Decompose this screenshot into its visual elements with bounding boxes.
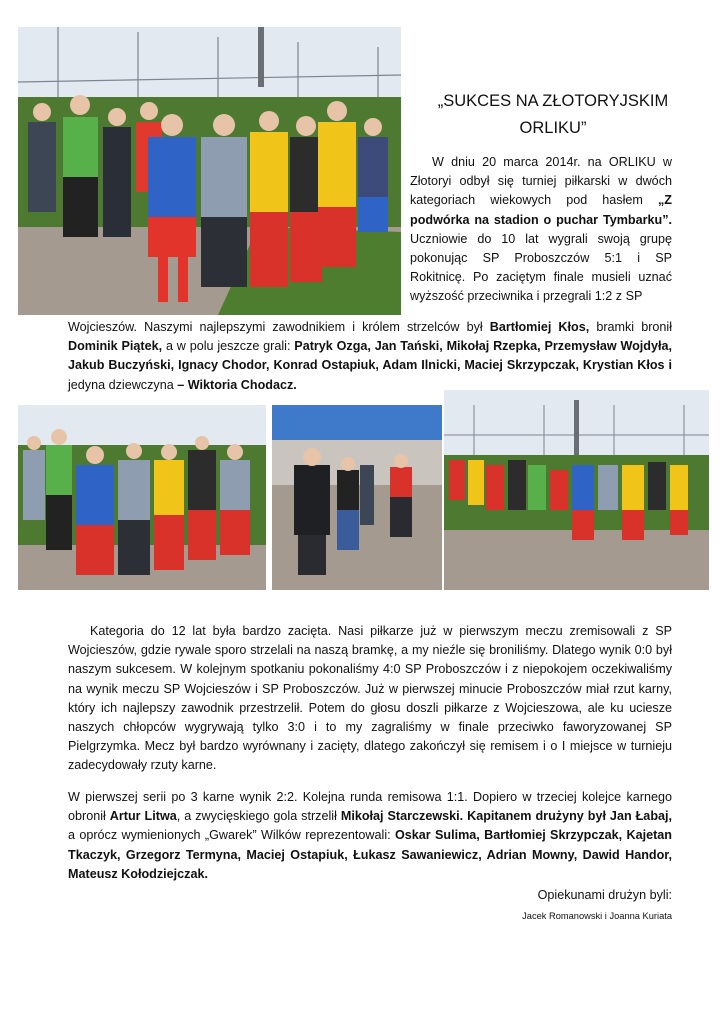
goalkeeper-name: Dominik Piątek,: [68, 339, 163, 354]
intro-text-1: W dniu 20 marca 2014r. na ORLIKU w Złotoryi odbył się turniej piłkarski w dwóch kategoriach wiekowych pod hasłem: [410, 155, 672, 208]
team-list: Oskar Sulima, Bartłomiej Skrzypczak, Kajetan Tkaczyk, Grzegorz Termyna, Maciej Ostapiuk, Łukasz Sawaniewicz, Adrian Mowny, Dawid Handor, Mateusz Kołodziejczak.: [68, 828, 672, 881]
teams-photo: [444, 390, 709, 590]
players-list: Patryk Ozga, Jan Tański, Mikołaj Rzepka, Przemysław Wojdyła, Jakub Buczyński, Ignacy Chodor, Konrad Ostapiuk, Adam Ilnicki, Maciej Skrzypczak, Krystian Kłos i: [68, 339, 672, 373]
title-line-1: „SUKCES NA ZŁOTORYJSKIM: [437, 92, 669, 110]
series-text-1: W pierwszej serii po 3 karne wynik 2:2. Kolejna runda remisowa 1:1. Dopiero w trzeciej kolejce karnego obronił: [68, 790, 672, 824]
team-photo-2: [18, 405, 266, 590]
goalkeeper-save-name: Artur Litwa: [109, 809, 177, 824]
series-text-2: , a zwycięskiego gola strzelił: [176, 809, 341, 824]
intro-text-4: bramki bronił: [589, 320, 672, 334]
captain-name: Kapitanem drużyny był Jan Łabaj,: [467, 809, 673, 824]
intro-paragraph-right: [410, 153, 672, 307]
coaches-label: Opiekunami drużyn byli:: [537, 888, 672, 902]
winning-scorer-name: Mikołaj Starczewski.: [340, 809, 464, 824]
category-12-paragraph: [68, 622, 672, 776]
intro-text-2: Uczniowie do 10 lat wygrali swoją grupę pokonując SP Proboszczów 5:1 i SP Rokitnicę. Po zaciętym finale musieli uznać wyższość przeciwnika i przegrali 1:2 z SP: [410, 231, 672, 304]
coaches-photo: [272, 405, 442, 590]
tournament-slogan: „Z podwórka na stadion o puchar Tymbarku”.: [410, 193, 672, 227]
coaches-names: Jacek Romanowski i Joanna Kuriata: [522, 911, 672, 921]
intro-paragraph-full: [68, 318, 672, 395]
article-title: [408, 88, 698, 142]
penalty-series-paragraph: [68, 788, 672, 884]
series-text-4: a oprócz wymienionych „Gwarek” Wilków reprezentowali:: [68, 828, 395, 843]
intro-text-6: jedyna dziewczyna: [68, 377, 178, 392]
category-12-text: Kategoria do 12 lat była bardzo zacięta. Nasi piłkarze już w pierwszym meczu zremisowali z SP Wojcieszów, gdzie rywale sporo strzelali na naszą bramkę, a my nieźle się broniliśmy. Dlatego wynik 0:0 był naszym sukcesem. W kolejnym spotkaniu pokonaliśmy 4:0 SP Proboszczów i z niepokojem oczekiwaliśmy na wynik meczu SP Wojcieszów i SP Proboszczów. Już w pierwszej minucie Proboszczów miał rzut karny, który ich najlepszy zawodnik przestrzelił. Potem do głosu doszli piłkarze z Wojcieszowa, ale ku uciesze naszych chłopców wygrywają tylko 3:0 i to my zagraliśmy w finale przeciwko faworyzowanej SP Pielgrzymka. Mecz był bardzo wyrównany i zacięty, dlatego zakończył się remisem i o I miejsce w turnieju zadecydowały rzuty karne.: [68, 624, 672, 773]
intro-text-3: Wojcieszów. Naszymi najlepszymi zawodnikiem i królem strzelców był: [68, 320, 490, 334]
intro-text-5: a w polu jeszcze grali:: [162, 339, 295, 354]
girl-player-name: – Wiktoria Chodacz.: [177, 377, 297, 392]
top-scorer-name: Bartłomiej Kłos,: [489, 320, 590, 334]
title-line-2: ORLIKU”: [519, 119, 587, 137]
team-photo-main: [18, 27, 401, 315]
